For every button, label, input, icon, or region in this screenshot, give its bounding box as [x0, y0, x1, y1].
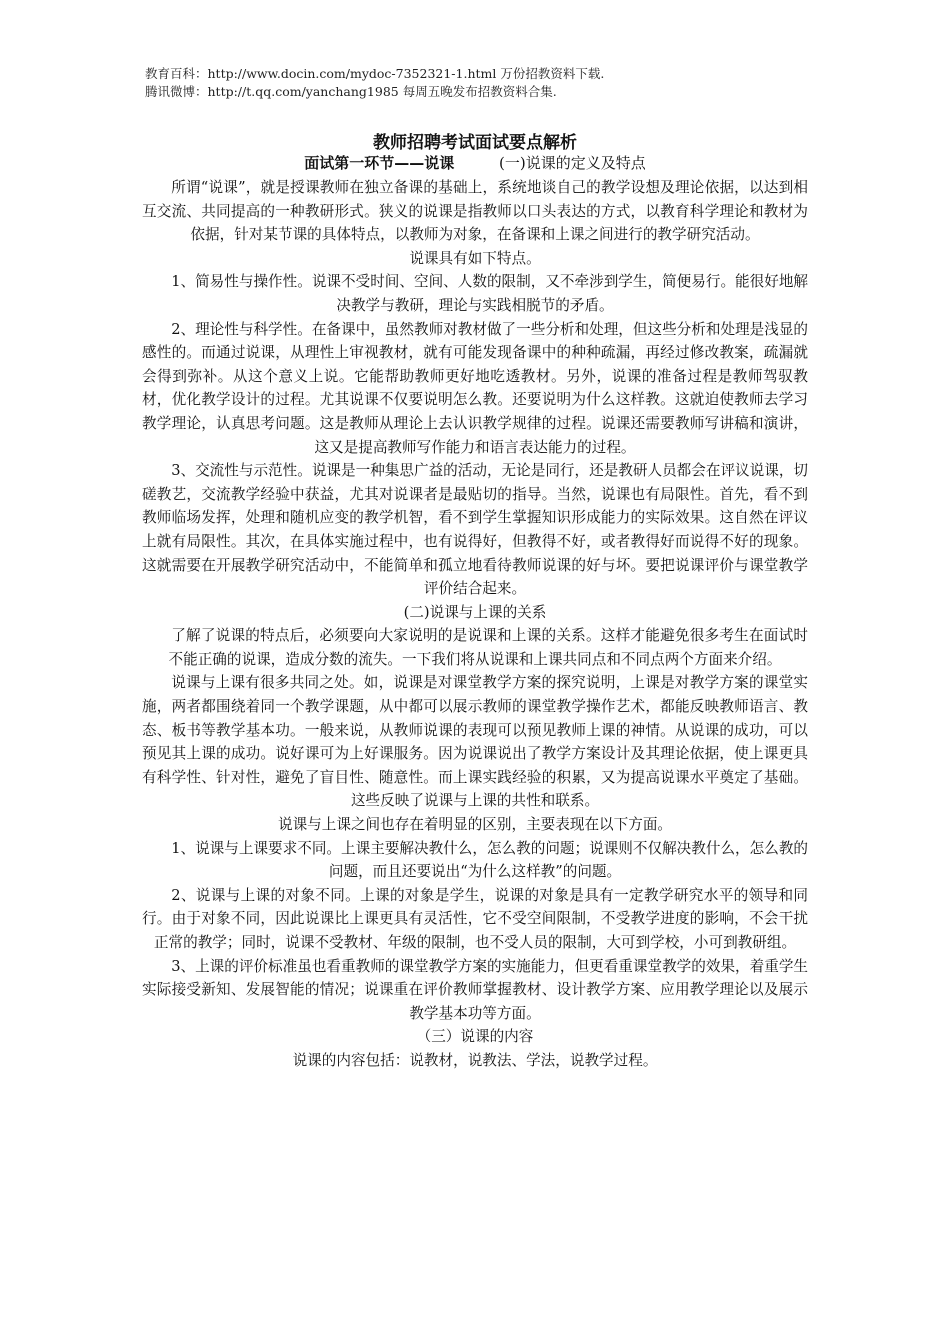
paragraph-feature-1: 1、简易性与操作性。说课不受时间、空间、人数的限制，又不牵涉到学生，简便易行。能很好地解决教学与教研，理论与实践相脱节的矛盾。 [171, 273, 809, 314]
paragraph-difference-3: 3、上课的评价标准虽也看重教师的课堂教学方案的实施能力，但更看重课堂教学的效果，着重学生实际接受新知、发展智能的情况；说课重在评价教师掌握教材、设计教学方案、应用教学理论以及展示教学基本功等方面。 [142, 957, 809, 1022]
section1-heading: (一)说课的定义及特点 [499, 154, 646, 172]
section2-heading: (二)说课与上课的关系 [403, 603, 547, 621]
paragraph-differences-intro: 说课与上课之间也存在着明显的区别，主要表现在以下方面。 [277, 816, 673, 834]
paragraph-difference-2: 2、说课与上课的对象不同。上课的对象是学生，说课的对象是具有一定教学研究水平的领导和同行。由于对象不同，因此说课比上课更具有灵活性，它不受空间限制，不受教学进度的影响，不会干扰正常的教学；同时，说课不受教材、年级的限制，也不受人员的限制，大可到学校，小可到教研组。 [142, 886, 808, 951]
document-body [142, 176, 808, 1073]
section-label: 面试第一环节——说课 [304, 154, 455, 172]
paragraph-feature-3: 3、交流性与示范性。说课是一种集思广益的活动，无论是同行，还是教研人员都会在评议说课，切磋教艺，交流教学经验中获益，尤其对说课者是最贴切的指导。当然，说课也有局限性。首先，看不到教师临场发挥，处理和随机应变的教学机智，看不到学生掌握知识形成能力的实际效果。这自然在评议上就有局限性。其次，在具体实施过程中，也有说得好，但教得不好，或者教得好而说得不好的现象。这就需要在开展教学研究活动中，不能简单和孤立地看待教师说课的好与坏。要把说课评价与课堂教学评价结合起来。 [142, 462, 809, 598]
header-line-weibo: 腾讯微博：http://t.qq.com/yanchang1985 每周五晚发布招教资料合集. [145, 84, 557, 99]
paragraph-difference-1: 1、说课与上课要求不同。上课主要解决教什么，怎么教的问题；说课则不仅解决教什么，怎么教的问题，而且还要说出“为什么这样教”的问题。 [171, 839, 809, 881]
document-title: 教师招聘考试面试要点解析 [373, 133, 577, 153]
section3-heading: （三）说课的内容 [416, 1028, 534, 1046]
paragraph-commonality: 说课与上课有很多共同之处。如，说课是对课堂教学方案的探究说明，上课是对教学方案的课堂实施，两者都围绕着同一个教学课题，从中都可以展示教师的课堂教学操作艺术，都能反映教师语言、教态、板书等教学基本功。一般来说，从教师说课的表现可以预见教师上课的神情。从说课的成功，可以预见其上课的成功。说好课可为上好课服务。因为说课说出了教学方案设计及其理论依据，使上课更具有科学性、针对性，避免了盲目性、随意性。而上课实践经验的积累，又为提高说课水平奠定了基础。这些反映了说课与上课的共性和联系。 [142, 674, 808, 810]
paragraph-features-intro: 说课具有如下特点。 [409, 249, 541, 267]
section-subline [0, 152, 950, 173]
paragraph-feature-2: 2、理论性与科学性。在备课中，虽然教师对教材做了一些分析和处理，但这些分析和处理是浅显的感性的。而通过说课，从理性上审视教材，就有可能发现备课中的种种疏漏，再经过修改教案，疏漏就会得到弥补。从这个意义上说。它能帮助教师更好地吃透教材。另外，说课的准备过程是教师驾驭教材，优化教学设计的过程。尤其说课不仅要说明怎么教。还要说明为什么这样教。这就迫使教师去学习教学理论，认真思考问题。这是教师从理论上去认识教学规律的过程。说课还需要教师写讲稿和演讲，这又是提高教师写作能力和语言表达能力的过程。 [142, 320, 809, 456]
page-header [145, 65, 604, 101]
header-line-baike: 教育百科：http://www.docin.com/mydoc-7352321-1.html 万份招教资料下载. [145, 66, 605, 81]
paragraph-definition: 所谓“说课”，就是授课教师在独立备课的基础上，系统地谈自己的教学设想及理论依据，以达到相互交流、共同提高的一种教研形式。狭义的说课是指教师以口头表达的方式，以教育科学理论和教材为依据，针对某节课的具体特点，以教师为对象，在备课和上课之间进行的教学研究活动。 [142, 179, 808, 244]
paragraph-content: 说课的内容包括：说教材，说教法、学法，说教学过程。 [292, 1051, 658, 1069]
paragraph-relation-intro: 了解了说课的特点后，必须要向大家说明的是说课和上课的关系。这样才能避免很多考生在面试时不能正确的说课，造成分数的流失。一下我们将从说课和上课共同点和不同点两个方面来介绍。 [168, 627, 808, 668]
